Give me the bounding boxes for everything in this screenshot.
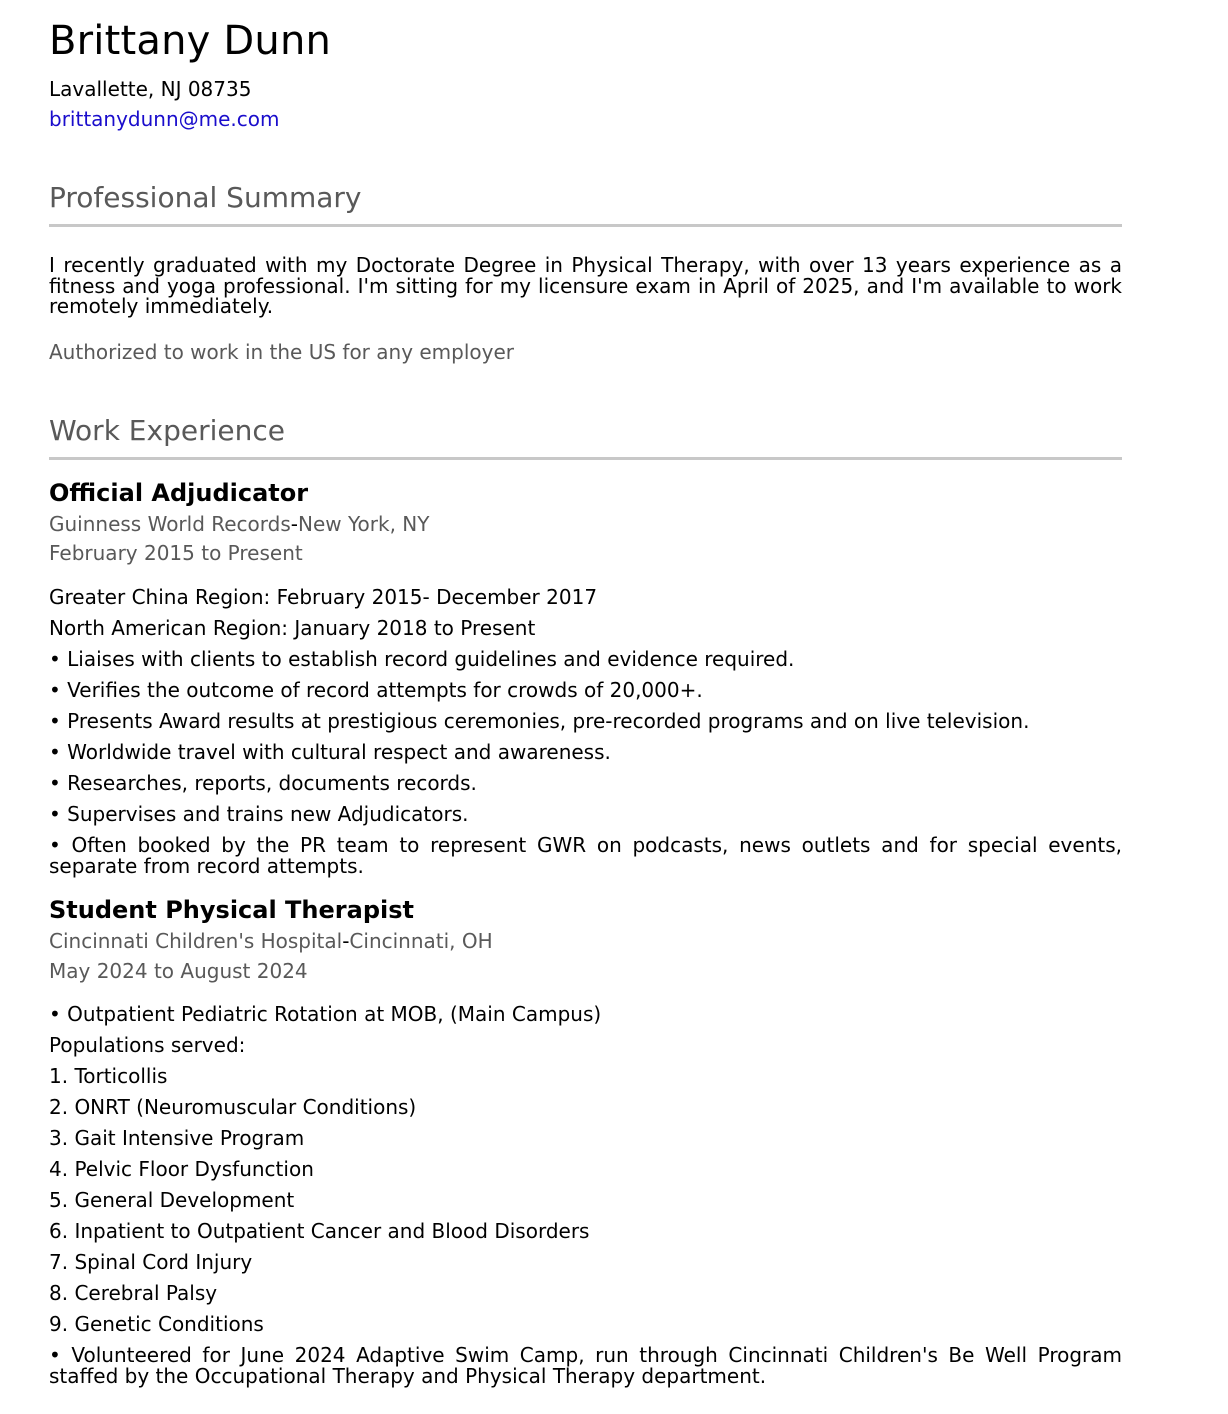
job-location: Cincinnati, OH — [349, 929, 493, 953]
job-detail: North American Region: January 2018 to Present — [49, 616, 536, 640]
job-bullet: • Often booked by the PR team to represent GWR on podcasts, news outlets and for special events, separate from record attempts. — [49, 833, 1122, 878]
job-bullet: • Worldwide travel with cultural respect and awareness. — [49, 740, 611, 764]
location: Lavallette, NJ 08735 — [49, 77, 252, 101]
candidate-name: Brittany Dunn — [49, 18, 332, 64]
list-item: 4. Pelvic Floor Dysfunction — [49, 1157, 314, 1181]
job-bullet: • Outpatient Pediatric Rotation at MOB, (Main Campus) — [49, 1002, 602, 1026]
summary-heading: Professional Summary — [49, 181, 362, 214]
job-company-location — [49, 511, 429, 537]
job-bullet: • Researches, reports, documents records. — [49, 771, 477, 795]
job-dates: May 2024 to August 2024 — [49, 959, 308, 983]
list-item: 7. Spinal Cord Injury — [49, 1250, 253, 1274]
job-title: Student Physical Therapist — [49, 896, 414, 924]
list-item: 2. ONRT (Neuromuscular Conditions) — [49, 1095, 417, 1119]
company-location-separator: - — [290, 512, 298, 536]
job-bullet: • Liaises with clients to establish record guidelines and evidence required. — [49, 647, 795, 671]
list-item: 9. Genetic Conditions — [49, 1312, 264, 1336]
job-bullet: • Presents Award results at prestigious ceremonies, pre-recorded programs and on live television. — [49, 709, 1030, 733]
summary-divider — [49, 224, 1122, 227]
job-detail: Populations served: — [49, 1033, 246, 1057]
job-dates: February 2015 to Present — [49, 541, 303, 565]
job-bullet: • Verifies the outcome of record attempts for crowds of 20,000+. — [49, 678, 703, 702]
experience-divider — [49, 457, 1122, 460]
job-bullet: • Volunteered for June 2024 Adaptive Swim Camp, run through Cincinnati Children's Be Well Program staffed by the Occupational Therapy and Physical Therapy department. — [49, 1343, 1122, 1388]
job-location: New York, NY — [298, 512, 430, 536]
list-item: 6. Inpatient to Outpatient Cancer and Blood Disorders — [49, 1219, 590, 1243]
job-title: Official Adjudicator — [49, 479, 309, 507]
job-detail: Greater China Region: February 2015- December 2017 — [49, 585, 598, 609]
company-location-separator: - — [342, 929, 350, 953]
work-authorization: Authorized to work in the US for any employer — [49, 340, 515, 364]
list-item: 3. Gait Intensive Program — [49, 1126, 305, 1150]
summary-text: I recently graduated with my Doctorate Degree in Physical Therapy, with over 13 years experience as a fitness and yoga professional. I'm sitting for my licensure exam in April of 2025, and I'm available to work remotely immediately. — [49, 253, 1122, 318]
list-item: 1. Torticollis — [49, 1064, 168, 1088]
job-company-location — [49, 928, 493, 954]
list-item: 5. General Development — [49, 1188, 295, 1212]
list-item: 8. Cerebral Palsy — [49, 1281, 218, 1305]
experience-heading: Work Experience — [49, 414, 285, 447]
job-company: Guinness World Records — [49, 512, 291, 536]
job-company: Cincinnati Children's Hospital — [49, 929, 343, 953]
email-link[interactable]: brittanydunn@me.com — [49, 107, 280, 131]
job-bullet: • Supervises and trains new Adjudicators. — [49, 802, 469, 826]
